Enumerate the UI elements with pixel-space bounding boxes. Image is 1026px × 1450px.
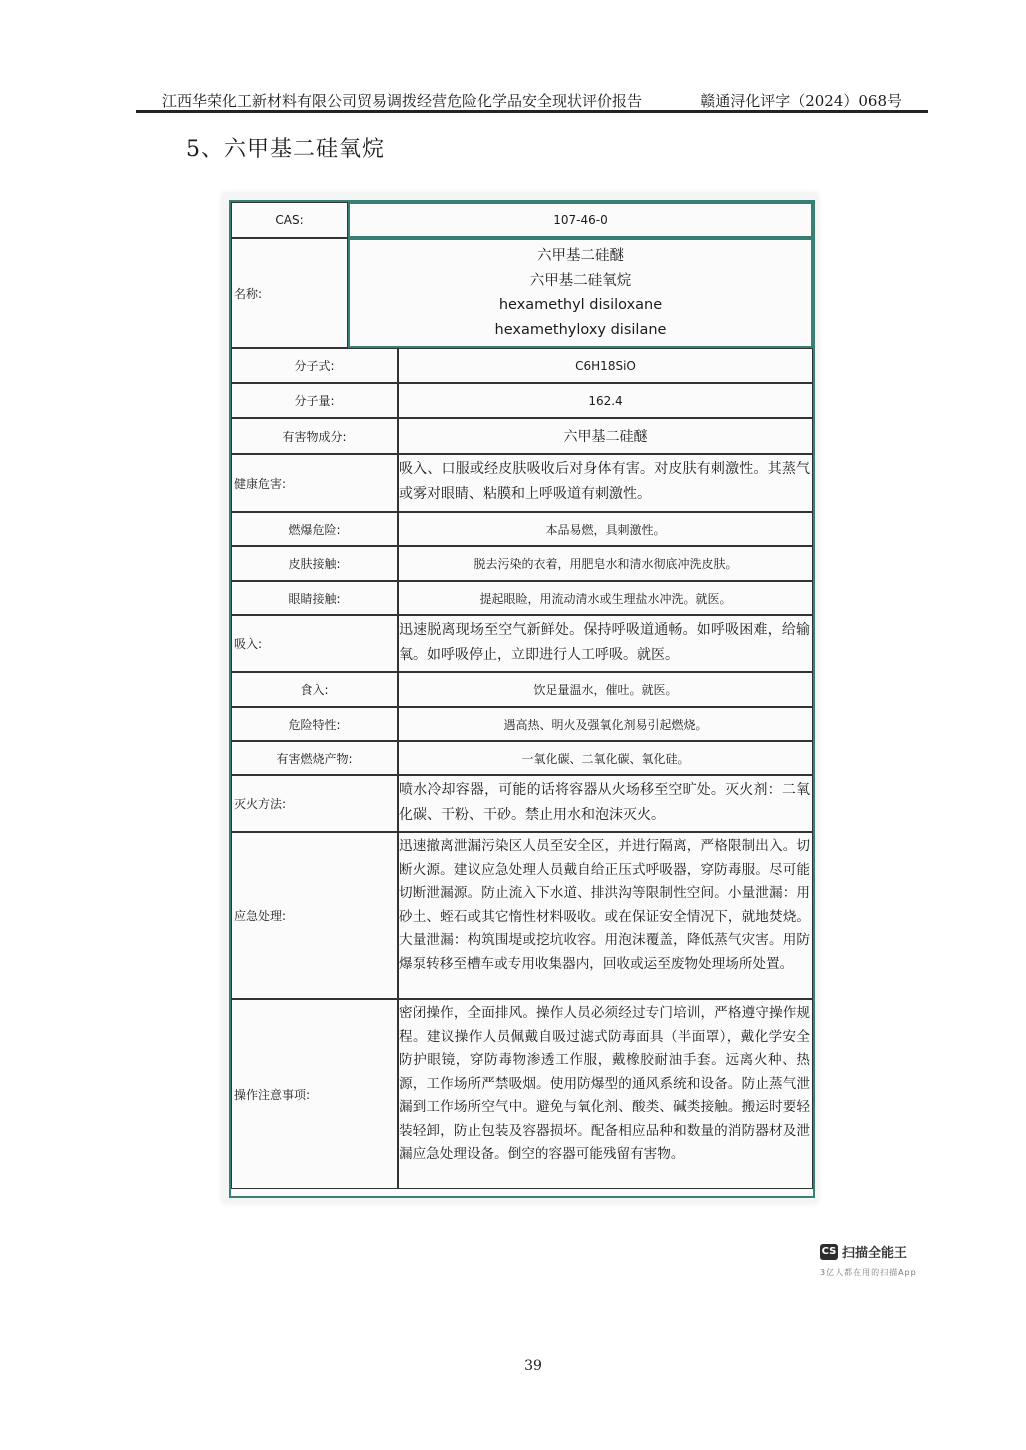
row-value: 吸入、口服或经皮肤吸收后对身体有害。对皮肤有刺激性。其蒸气或雾对眼睛、粘膜和上呼吸道有刺激性。 xyxy=(398,454,813,512)
row-label: 应急处理: xyxy=(231,832,398,999)
report-title: 江西华荣化工新材料有限公司贸易调拨经营危险化学品安全现状评价报告 xyxy=(162,92,643,110)
row-value: 饮足量温水，催吐。就医。 xyxy=(398,672,813,707)
row-label: 灭火方法: xyxy=(231,775,398,832)
scanner-brand: 扫描全能王 xyxy=(842,1246,908,1261)
running-header xyxy=(136,88,928,113)
row-value: 迅速脱离现场至空气新鲜处。保持呼吸道通畅。如呼吸困难，给输氧。如呼吸停止，立即进行人工呼吸。就医。 xyxy=(398,615,813,672)
section-title: 5、六甲基二硅氧烷 xyxy=(186,137,385,162)
row-value: C6H18SiO xyxy=(398,348,813,383)
row-label: 皮肤接触: xyxy=(231,546,398,581)
cas-value: 107-46-0 xyxy=(348,202,813,238)
row-value: 162.4 xyxy=(398,383,813,418)
name-4: hexamethyloxy disilane xyxy=(494,321,667,338)
row-label: 食入: xyxy=(231,672,398,707)
row-label: 燃爆危险: xyxy=(231,512,398,546)
report-number: 赣通浔化评字（2024）068号 xyxy=(700,92,902,110)
row-label: 眼睛接触: xyxy=(231,581,398,615)
page-number: 39 xyxy=(524,1358,542,1374)
name-2: 六甲基二硅氧烷 xyxy=(529,272,632,289)
row-value: 喷水冷却容器，可能的话将容器从火场移至空旷处。灭火剂：二氧化碳、干粉、干砂。禁止用水和泡沫灭火。 xyxy=(398,775,813,832)
cas-label: CAS: xyxy=(231,202,348,238)
row-label: 操作注意事项: xyxy=(231,999,398,1189)
row-label: 吸入: xyxy=(231,615,398,672)
row-label: 有害物成分: xyxy=(231,418,398,454)
name-3: hexamethyl disiloxane xyxy=(498,297,663,313)
row-value: 一氧化碳、二氧化碳、氧化硅。 xyxy=(398,741,813,775)
name-list xyxy=(348,238,813,348)
name-1: 六甲基二硅醚 xyxy=(537,248,624,264)
row-label: 危险特性: xyxy=(231,707,398,741)
row-value: 脱去污染的衣着，用肥皂水和清水彻底冲洗皮肤。 xyxy=(398,546,813,581)
row-value: 密闭操作，全面排风。操作人员必须经过专门培训，严格遵守操作规程。建议操作人员佩戴自吸过滤式防毒面具（半面罩），戴化学安全防护眼镜，穿防毒物渗透工作服，戴橡胶耐油手套。远离火种、热源，工作场所严禁吸烟。使用防爆型的通风系统和设备。防止蒸气泄漏到工作场所空气中。避免与氧化剂、酸类、碱类接触。搬运时要轻装轻卸，防止包装及容器损坏。配备相应品种和数量的消防器材及泄漏应急处理设备。倒空的容器可能残留有害物。 xyxy=(398,999,813,1189)
row-label: 分子式: xyxy=(231,348,398,383)
row-label: 健康危害: xyxy=(231,454,398,512)
scanner-tagline: 3亿人都在用的扫描App xyxy=(820,1268,917,1277)
chemical-info-table xyxy=(229,200,815,1198)
row-value: 六甲基二硅醚 xyxy=(398,418,813,454)
row-value: 迅速撤离泄漏污染区人员至安全区，并进行隔离，严格限制出入。切断火源。建议应急处理人员戴自给正压式呼吸器，穿防毒服。尽可能切断泄漏源。防止流入下水道、排洪沟等限制性空间。小量泄漏：用砂土、蛭石或其它惰性材料吸收。或在保证安全情况下，就地焚烧。大量泄漏：构筑围堤或挖坑收容。用泡沫覆盖，降低蒸气灾害。用防爆泵转移至槽车或专用收集器内，回收或运至废物处理场所处置。 xyxy=(398,832,813,999)
row-label: 分子量: xyxy=(231,383,398,418)
row-value: 本品易燃，具刺激性。 xyxy=(398,512,813,546)
scanner-watermark xyxy=(820,1242,917,1278)
row-label: 有害燃烧产物: xyxy=(231,741,398,775)
row-value: 遇高热、明火及强氧化剂易引起燃烧。 xyxy=(398,707,813,741)
row-value: 提起眼睑，用流动清水或生理盐水冲洗。就医。 xyxy=(398,581,813,615)
camscanner-badge: CS xyxy=(820,1244,838,1260)
name-label: 名称: xyxy=(231,238,348,348)
